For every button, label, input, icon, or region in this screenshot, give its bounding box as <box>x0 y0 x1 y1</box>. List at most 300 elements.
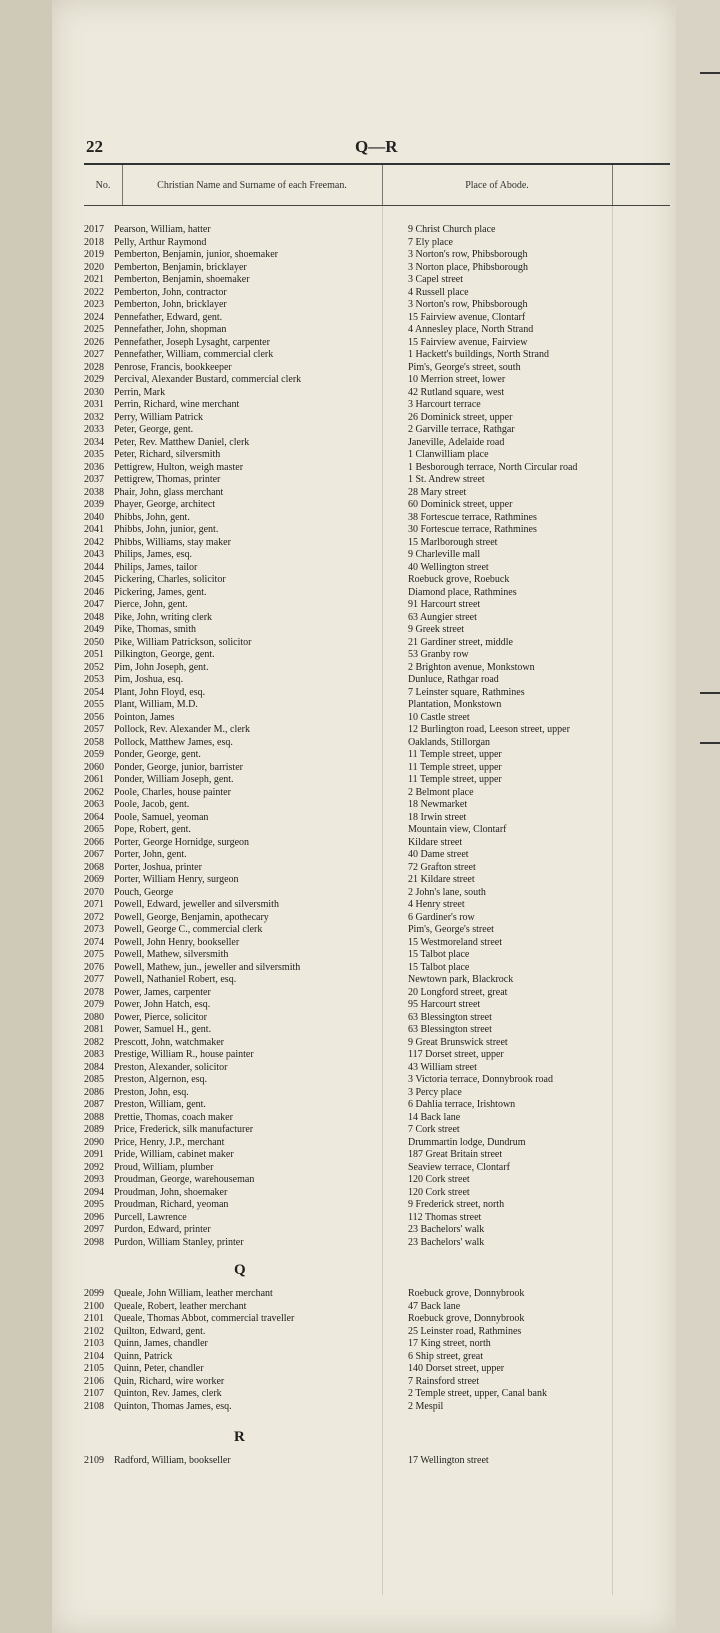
freeman-row <box>84 1024 384 1037</box>
abode-entry: 63 Blessington street <box>408 1011 492 1023</box>
freeman-number: 2072 <box>84 911 104 923</box>
freeman-number: 2101 <box>84 1313 104 1324</box>
freeman-number: 2036 <box>84 461 104 473</box>
freeman-row <box>84 699 384 712</box>
freeman-number: 2088 <box>84 1111 104 1123</box>
freeman-row <box>84 1074 384 1087</box>
freeman-row <box>84 349 384 362</box>
freeman-name: Pride, William, cabinet maker <box>114 1149 234 1160</box>
abode-entry: 21 Kildare street <box>408 874 475 885</box>
freeman-row <box>84 724 384 737</box>
freeman-number: 2069 <box>84 874 104 885</box>
freeman-number: 2096 <box>84 1211 104 1223</box>
abode-entry: 9 Greek street <box>408 624 465 635</box>
freeman-name: Pointon, James <box>114 711 175 723</box>
abode-entry: 4 Annesley place, North Strand <box>408 324 534 335</box>
freeman-row <box>84 337 384 350</box>
freeman-name: Phayer, George, architect <box>114 499 216 510</box>
edge-mark <box>700 72 720 74</box>
freeman-name: Pettigrew, Hulton, weigh master <box>114 461 244 473</box>
column-header-no: No. <box>84 165 123 205</box>
freeman-name: Pickering, James, gent. <box>114 586 207 598</box>
freeman-number: 2080 <box>84 1011 104 1023</box>
freeman-name: Pim, Joshua, esq. <box>114 674 184 685</box>
freeman-number: 2106 <box>84 1375 104 1387</box>
freeman-number: 2058 <box>84 736 104 748</box>
abode-entry: 6 Gardiner's row <box>408 911 475 923</box>
freeman-number: 2064 <box>84 811 104 823</box>
freeman-number: 2063 <box>84 799 104 810</box>
freeman-row <box>84 512 384 525</box>
edge-mark <box>700 692 720 694</box>
freeman-name: Pickering, Charles, solicitor <box>114 574 226 585</box>
freeman-name: Porter, George Hornidge, surgeon <box>114 836 250 848</box>
freeman-row <box>84 937 384 950</box>
abode-entry: 2 Garville terrace, Rathgar <box>408 424 515 435</box>
freeman-name: Pouch, George <box>114 886 174 898</box>
freeman-row <box>84 437 384 450</box>
freeman-number: 2041 <box>84 524 104 535</box>
freeman-row <box>84 762 384 775</box>
freeman-row <box>84 949 384 962</box>
abode-entry: 7 Leinster square, Rathmines <box>408 686 525 698</box>
abode-entry: Janeville, Adelaide road <box>408 436 505 448</box>
freeman-name: Preston, John, esq. <box>114 1086 189 1098</box>
freeman-row <box>84 599 384 612</box>
column-header-name: Christian Name and Surname of each Freeman. <box>122 165 383 205</box>
freeman-number: 2104 <box>84 1350 104 1362</box>
abode-entry: 10 Merrion street, lower <box>408 374 506 385</box>
freeman-number: 2032 <box>84 411 104 423</box>
freeman-number: 2057 <box>84 724 104 735</box>
freeman-row <box>84 612 384 625</box>
freeman-row <box>84 324 384 337</box>
freeman-name: Pollock, Matthew James, esq. <box>114 736 233 748</box>
freeman-number: 2045 <box>84 574 104 585</box>
freeman-name: Powell, Edward, jeweller and silversmith <box>114 899 279 910</box>
abode-entry: 2 Temple street, upper, Canal bank <box>408 1388 547 1399</box>
freeman-number: 2095 <box>84 1199 104 1210</box>
freeman-number: 2079 <box>84 999 104 1010</box>
freeman-name: Poole, Charles, house painter <box>114 786 231 798</box>
freeman-row <box>84 712 384 725</box>
abode-entry: 11 Temple street, upper <box>408 761 502 773</box>
abode-entry: 53 Granby row <box>408 649 469 660</box>
abode-entry: Roebuck grove, Donnybrook <box>408 1288 525 1299</box>
abode-entry: 15 Fairview avenue, Clontarf <box>408 311 526 323</box>
freeman-row <box>84 574 384 587</box>
freeman-name: Prescott, John, watchmaker <box>114 1036 224 1048</box>
freeman-number: 2054 <box>84 686 104 698</box>
freeman-row <box>84 262 384 275</box>
freeman-row <box>84 1212 384 1225</box>
abode-entry: Roebuck grove, Roebuck <box>408 574 510 585</box>
freeman-row <box>84 1124 384 1137</box>
freeman-name: Pike, William Patrickson, solicitor <box>114 636 252 648</box>
abode-entry: 120 Cork street <box>408 1186 470 1198</box>
freeman-row <box>84 749 384 762</box>
abode-entry: 120 Cork street <box>408 1174 470 1185</box>
freeman-name: Poole, Jacob, gent. <box>114 799 190 810</box>
edge-mark <box>700 742 720 744</box>
freeman-name: Purcell, Lawrence <box>114 1211 187 1223</box>
freeman-number: 2020 <box>84 261 104 273</box>
freeman-row <box>84 1401 654 1414</box>
freeman-row <box>84 587 384 600</box>
freeman-row <box>84 1099 384 1112</box>
freeman-name: Porter, William Henry, surgeon <box>114 874 239 885</box>
column-header-abode: Place of Abode. <box>382 165 613 205</box>
abode-entry: 1 St. Andrew street <box>408 474 485 485</box>
abode-entry: 40 Dame street <box>408 849 469 860</box>
freeman-name: Quin, Richard, wire worker <box>114 1375 225 1387</box>
abode-entry: 23 Bachelors' walk <box>408 1236 485 1248</box>
freeman-number: 2043 <box>84 549 104 560</box>
freeman-name: Plant, John Floyd, esq. <box>114 686 206 698</box>
freeman-row <box>84 874 384 887</box>
freeman-name: Pennefather, William, commercial clerk <box>114 349 274 360</box>
freeman-number: 2044 <box>84 561 104 573</box>
abode-column <box>408 224 648 1249</box>
freeman-row <box>84 787 384 800</box>
abode-entry: 42 Rutland square, west <box>408 386 505 398</box>
freeman-row <box>84 487 384 500</box>
abode-entry: 40 Wellington street <box>408 561 489 573</box>
freeman-row <box>84 687 384 700</box>
freeman-number: 2087 <box>84 1099 104 1110</box>
freeman-row <box>84 974 384 987</box>
q-section <box>84 1252 654 1468</box>
freeman-name: Proudman, Richard, yeoman <box>114 1199 229 1210</box>
freeman-name: Power, Pierce, solicitor <box>114 1011 207 1023</box>
abode-entry: 18 Newmarket <box>408 799 468 810</box>
abode-entry: 91 Harcourt street <box>408 599 481 610</box>
freeman-row <box>84 637 384 650</box>
freeman-name: Quinn, James, chandler <box>114 1338 208 1349</box>
freeman-row <box>84 812 384 825</box>
abode-entry: 1 Hackett's buildings, North Strand <box>408 349 549 360</box>
freeman-number: 2023 <box>84 299 104 310</box>
freeman-name: Power, John Hatch, esq. <box>114 999 211 1010</box>
freeman-row <box>84 462 384 475</box>
freeman-number: 2083 <box>84 1049 104 1060</box>
abode-entry: 72 Grafton street <box>408 861 476 873</box>
abode-entry: 12 Burlington road, Leeson street, upper <box>408 724 570 735</box>
freeman-name: Preston, Alexander, solicitor <box>114 1061 228 1073</box>
abode-entry: 3 Harcourt terrace <box>408 399 481 410</box>
freeman-name: Pilkington, George, gent. <box>114 649 215 660</box>
freeman-row <box>84 837 384 850</box>
freeman-number: 2065 <box>84 824 104 835</box>
freeman-row <box>84 274 384 287</box>
freeman-number: 2067 <box>84 849 104 860</box>
freeman-name: Pim, John Joseph, gent. <box>114 661 209 673</box>
freeman-number: 2027 <box>84 349 104 360</box>
freeman-name: Pennefather, Joseph Lysaght, carpenter <box>114 336 270 348</box>
freeman-name: Phibbs, John, junior, gent. <box>114 524 219 535</box>
freeman-number: 2100 <box>84 1300 104 1312</box>
freeman-row <box>84 1049 384 1062</box>
freeman-name: Proudman, George, warehouseman <box>114 1174 255 1185</box>
abode-entry: Mountain view, Clontarf <box>408 824 507 835</box>
abode-entry: 7 Rainsford street <box>408 1375 480 1387</box>
freeman-number: 2094 <box>84 1186 104 1198</box>
abode-entry: 43 William street <box>408 1061 477 1073</box>
freeman-row <box>84 1363 654 1376</box>
abode-entry: 3 Norton's row, Phibsborough <box>408 299 528 310</box>
freeman-name: Quinton, Thomas James, esq. <box>114 1400 232 1412</box>
freeman-number: 2105 <box>84 1363 104 1374</box>
freeman-number: 2085 <box>84 1074 104 1085</box>
freeman-row <box>84 987 384 1000</box>
abode-entry: 4 Russell place <box>408 286 469 298</box>
abode-entry: 26 Dominick street, upper <box>408 411 513 423</box>
freeman-name: Preston, William, gent. <box>114 1099 206 1110</box>
freeman-name: Powell, John Henry, bookseller <box>114 936 240 948</box>
abode-entry: 3 Norton's row, Phibsborough <box>408 249 528 260</box>
abode-entry: 20 Longford street, great <box>408 986 508 998</box>
freeman-name: Peter, Richard, silversmith <box>114 449 221 460</box>
freeman-name: Pelly, Arthur Raymond <box>114 236 207 248</box>
abode-entry: 6 Ship street, great <box>408 1350 483 1362</box>
freeman-name: Phibbs, John, gent. <box>114 511 190 523</box>
freeman-number: 2077 <box>84 974 104 985</box>
freeman-row <box>84 1037 384 1050</box>
freeman-name: Pemberton, Benjamin, junior, shoemaker <box>114 249 279 260</box>
freeman-name: Proud, William, plumber <box>114 1161 214 1173</box>
freeman-row <box>84 1388 654 1401</box>
freeman-row <box>84 362 384 375</box>
freeman-number: 2024 <box>84 311 104 323</box>
freeman-name: Pemberton, Benjamin, bricklayer <box>114 261 247 273</box>
abode-entry: 9 Charleville mall <box>408 549 481 560</box>
abode-entry: 187 Great Britain street <box>408 1149 503 1160</box>
abode-entry: 14 Back lane <box>408 1111 461 1123</box>
freeman-row <box>84 774 384 787</box>
freeman-name: Powell, Mathew, jun., jeweller and silversmith <box>114 961 301 973</box>
freeman-row <box>84 674 384 687</box>
freeman-number: 2108 <box>84 1400 104 1412</box>
freeman-name: Preston, Algernon, esq. <box>114 1074 208 1085</box>
freeman-number: 2070 <box>84 886 104 898</box>
freeman-number: 2037 <box>84 474 104 485</box>
freeman-name: Purdon, William Stanley, printer <box>114 1236 244 1248</box>
freeman-name: Queale, John William, leather merchant <box>114 1288 273 1299</box>
freeman-name: Perry, William Patrick <box>114 411 204 423</box>
abode-entry: 17 King street, north <box>408 1338 491 1349</box>
freeman-row <box>84 1224 384 1237</box>
abode-entry: 7 Ely place <box>408 236 453 248</box>
freeman-row <box>84 1112 384 1125</box>
freeman-row <box>84 1338 654 1351</box>
freeman-number: 2099 <box>84 1288 104 1299</box>
freeman-number: 2098 <box>84 1236 104 1248</box>
freeman-name: Pike, John, writing clerk <box>114 611 213 623</box>
freeman-number: 2053 <box>84 674 104 685</box>
abode-entry: 3 Norton place, Phibsborough <box>408 261 528 273</box>
abode-entry: Diamond place, Rathmines <box>408 586 517 598</box>
freeman-number: 2082 <box>84 1036 104 1048</box>
freeman-number: 2076 <box>84 961 104 973</box>
freeman-name: Pope, Robert, gent. <box>114 824 191 835</box>
freeman-name: Pemberton, John, bricklayer <box>114 299 227 310</box>
freeman-number: 2055 <box>84 699 104 710</box>
abode-entry: Plantation, Monkstown <box>408 699 502 710</box>
freeman-number: 2066 <box>84 836 104 848</box>
freeman-name: Radford, William, bookseller <box>114 1455 231 1466</box>
abode-entry: 2 Belmont place <box>408 786 474 798</box>
freeman-name: Perrin, Richard, wine merchant <box>114 399 240 410</box>
abode-entry: 21 Gardiner street, middle <box>408 636 513 648</box>
abode-entry: 18 Irwin street <box>408 811 467 823</box>
column-header-mirror <box>612 165 670 205</box>
freeman-row <box>84 1174 384 1187</box>
freeman-name: Perrin, Mark <box>114 386 166 398</box>
freeman-number: 2074 <box>84 936 104 948</box>
freeman-number: 2048 <box>84 611 104 623</box>
freeman-row <box>84 312 384 325</box>
abode-entry: 1 Besborough terrace, North Circular road <box>408 461 578 473</box>
abode-entry: 2 Brighton avenue, Monkstown <box>408 661 535 673</box>
freeman-name: Pollock, Rev. Alexander M., clerk <box>114 724 250 735</box>
freeman-row <box>84 1087 384 1100</box>
page-number: 22 <box>86 137 103 156</box>
abode-entry: 63 Blessington street <box>408 1024 492 1035</box>
freeman-number: 2092 <box>84 1161 104 1173</box>
freeman-name: Pierce, John, gent. <box>114 599 188 610</box>
abode-entry: Dunluce, Rathgar road <box>408 674 499 685</box>
freeman-row <box>84 899 384 912</box>
freeman-row <box>84 287 384 300</box>
abode-entry: 6 Dahlia terrace, Irishtown <box>408 1099 516 1110</box>
freeman-number: 2028 <box>84 361 104 373</box>
freeman-number: 2061 <box>84 774 104 785</box>
freeman-number: 2033 <box>84 424 104 435</box>
freeman-row <box>84 549 384 562</box>
freeman-name: Pemberton, Benjamin, shoemaker <box>114 274 250 285</box>
freeman-number: 2056 <box>84 711 104 723</box>
freeman-name: Queale, Robert, leather merchant <box>114 1300 247 1312</box>
freeman-name: Percival, Alexander Bustard, commercial clerk <box>114 374 302 385</box>
freeman-row <box>84 1301 654 1314</box>
freeman-name: Price, Henry, J.P., merchant <box>114 1136 225 1148</box>
abode-entry: 3 Victoria terrace, Donnybrook road <box>408 1074 553 1085</box>
abode-entry: 9 Christ Church place <box>408 224 496 235</box>
freeman-row <box>84 399 384 412</box>
abode-entry: Pim's, George's street, south <box>408 361 521 373</box>
abode-entry: 30 Fortescue terrace, Rathmines <box>408 524 537 535</box>
abode-entry: 15 Marlborough street <box>408 536 498 548</box>
freeman-number: 2081 <box>84 1024 104 1035</box>
right-margin <box>676 0 720 1633</box>
freeman-number: 2084 <box>84 1061 104 1073</box>
freeman-number: 2089 <box>84 1124 104 1135</box>
abode-entry: 10 Castle street <box>408 711 470 723</box>
abode-entry: 95 Harcourt street <box>408 999 481 1010</box>
freeman-number: 2034 <box>84 436 104 448</box>
freeman-row <box>84 224 384 237</box>
freeman-name: Philips, James, esq. <box>114 549 193 560</box>
freeman-number: 2051 <box>84 649 104 660</box>
freeman-number: 2039 <box>84 499 104 510</box>
freeman-row <box>84 1326 654 1339</box>
freeman-names-column <box>84 224 384 1249</box>
abode-entry: 17 Wellington street <box>408 1455 489 1466</box>
freeman-name: Power, James, carpenter <box>114 986 211 998</box>
freeman-number: 2022 <box>84 286 104 298</box>
freeman-row <box>84 387 384 400</box>
freeman-number: 2060 <box>84 761 104 773</box>
page-letters: Q—R <box>355 137 398 156</box>
freeman-number: 2078 <box>84 986 104 998</box>
freeman-name: Power, Samuel H., gent. <box>114 1024 212 1035</box>
freeman-name: Pennefather, John, shopman <box>114 324 227 335</box>
freeman-name: Prettie, Thomas, coach maker <box>114 1111 233 1123</box>
freeman-name: Philips, James, tailor <box>114 561 198 573</box>
freeman-row <box>84 412 384 425</box>
freeman-name: Poole, Samuel, yeoman <box>114 811 209 823</box>
freeman-name: Ponder, William Joseph, gent. <box>114 774 234 785</box>
abode-entry: 28 Mary street <box>408 486 467 498</box>
freeman-number: 2040 <box>84 511 104 523</box>
freeman-name: Proudman, John, shoemaker <box>114 1186 228 1198</box>
freeman-row <box>84 849 384 862</box>
freeman-row <box>84 1288 654 1301</box>
freeman-row <box>84 799 384 812</box>
freeman-number: 2042 <box>84 536 104 548</box>
left-margin <box>0 0 52 1633</box>
freeman-number: 2062 <box>84 786 104 798</box>
freeman-row <box>84 1187 384 1200</box>
abode-entry: 140 Dorset street, upper <box>408 1363 505 1374</box>
freeman-name: Quinton, Rev. James, clerk <box>114 1388 222 1399</box>
abode-entry: Pim's, George's street <box>408 924 494 935</box>
freeman-number: 2047 <box>84 599 104 610</box>
freeman-number: 2071 <box>84 899 104 910</box>
freeman-row <box>84 962 384 975</box>
freeman-row <box>84 474 384 487</box>
abode-entry: 63 Aungier street <box>408 611 477 623</box>
abode-entry: 3 Percy place <box>408 1086 462 1098</box>
freeman-name: Quinn, Patrick <box>114 1350 173 1362</box>
freeman-name: Prestige, William R., house painter <box>114 1049 254 1060</box>
freeman-number: 2102 <box>84 1325 104 1337</box>
freeman-name: Powell, Mathew, silversmith <box>114 949 229 960</box>
abode-entry: 60 Dominick street, upper <box>408 499 513 510</box>
freeman-row <box>84 499 384 512</box>
freeman-row <box>84 1237 384 1250</box>
abode-entry: 112 Thomas street <box>408 1211 482 1223</box>
freeman-number: 2049 <box>84 624 104 635</box>
freeman-row <box>84 1137 384 1150</box>
freeman-name: Purdon, Edward, printer <box>114 1224 211 1235</box>
freeman-row <box>84 1313 654 1326</box>
freeman-row <box>84 1149 384 1162</box>
freeman-name: Powell, George C., commercial clerk <box>114 924 263 935</box>
freeman-number: 2086 <box>84 1086 104 1098</box>
freeman-number: 2046 <box>84 586 104 598</box>
abode-entry: Seaview terrace, Clontarf <box>408 1161 510 1173</box>
freeman-name: Peter, George, gent. <box>114 424 194 435</box>
abode-entry: 117 Dorset street, upper <box>408 1049 504 1060</box>
freeman-row <box>84 424 384 437</box>
abode-entry: 7 Cork street <box>408 1124 460 1135</box>
freeman-row <box>84 299 384 312</box>
freeman-name: Penrose, Francis, bookkeeper <box>114 361 232 373</box>
abode-entry: Roebuck grove, Donnybrook <box>408 1313 525 1324</box>
freeman-name: Peter, Rev. Matthew Daniel, clerk <box>114 436 250 448</box>
freeman-number: 2038 <box>84 486 104 498</box>
